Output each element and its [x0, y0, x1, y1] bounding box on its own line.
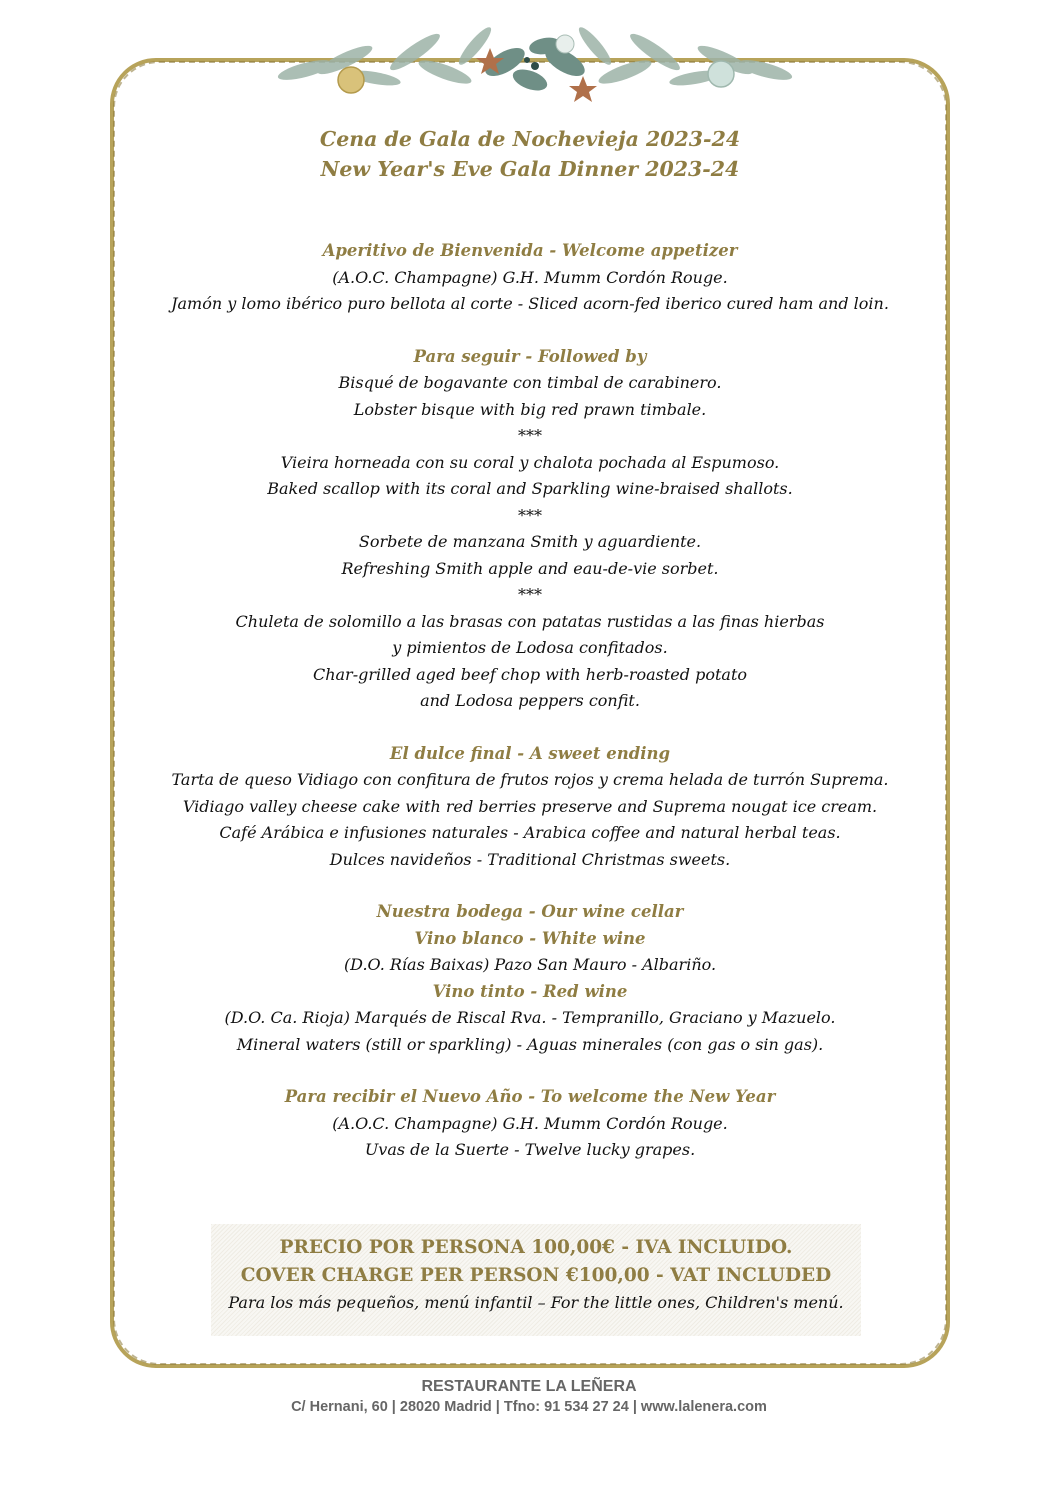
- menu-line: Vieira horneada con su coral y chalota pochada al Espumoso.: [280, 452, 780, 472]
- menu-line: Char-grilled aged beef chop with herb-roasted potato: [312, 664, 748, 684]
- christmas-garland-icon: [265, 22, 805, 108]
- section-heading: Aperitivo de Bienvenida - Welcome appetizer: [322, 241, 738, 260]
- separator: ***: [518, 585, 542, 604]
- menu-title-block: [120, 124, 940, 184]
- menu-line: Chuleta de solomillo a las brasas con patatas rustidas a las finas hierbas: [235, 611, 825, 631]
- menu-line: Lobster bisque with big red prawn timbale.: [353, 399, 707, 419]
- price-english: COVER CHARGE PER PERSON €100,00 - VAT INCLUDED: [240, 1265, 832, 1286]
- menu-content: [120, 124, 940, 1190]
- menu-line: and Lodosa peppers confit.: [420, 691, 640, 710]
- menu-line: Dulces navideños - Traditional Christmas sweets.: [329, 849, 731, 869]
- menu-line: Uvas de la Suerte - Twelve lucky grapes.: [364, 1140, 696, 1159]
- menu-line: Vidiago valley cheese cake with red berries preserve and Suprema nougat ice cream.: [182, 796, 878, 816]
- restaurant-address: C/ Hernani, 60 | 28020 Madrid | Tfno: 91 534 27 24 | www.lalenera.com: [291, 1399, 767, 1415]
- menu-line: y pimientos de Lodosa confitados.: [392, 638, 668, 657]
- menu-line: Mineral waters (still or sparkling) - Aguas minerales (con gas o sin gas).: [236, 1034, 824, 1054]
- price-box: [211, 1224, 861, 1336]
- menu-line: Refreshing Smith apple and eau-de-vie sorbet.: [341, 558, 719, 578]
- menu-line: Jamón y lomo ibérico puro bellota al corte - Sliced acorn-fed iberico cured ham and loin.: [171, 294, 889, 313]
- menu-line: Café Arábica e infusiones naturales - Arabica coffee and natural herbal teas.: [219, 823, 841, 842]
- section-wine-cellar: [120, 899, 940, 1058]
- section-heading: Para recibir el Nuevo Año - To welcome the New Year: [284, 1087, 776, 1106]
- section-new-year: [120, 1084, 940, 1164]
- menu-line: Bisqué de bogavante con timbal de carabinero.: [338, 373, 722, 392]
- title-spanish: Cena de Gala de Nochevieja 2023-24: [319, 127, 741, 151]
- restaurant-name: RESTAURANTE LA LEÑERA: [421, 1378, 637, 1395]
- section-heading: Nuestra bodega - Our wine cellar: [376, 902, 684, 921]
- price-spanish: PRECIO POR PERSONA 100,00€ - IVA INCLUIDO.: [279, 1237, 793, 1258]
- subheading-white-wine: Vino blanco - White wine: [414, 928, 646, 948]
- section-heading: El dulce final - A sweet ending: [389, 743, 671, 763]
- menu-line: Tarta de queso Vidiago con confitura de frutos rojos y crema helada de turrón Suprema.: [171, 770, 889, 789]
- section-sweet-ending: [120, 741, 940, 874]
- title-english: New Year's Eve Gala Dinner 2023-24: [320, 157, 740, 181]
- section-heading: Para seguir - Followed by: [413, 346, 647, 366]
- section-welcome: [120, 238, 940, 318]
- section-followed-by: [120, 344, 940, 715]
- subheading-red-wine: Vino tinto - Red wine: [432, 981, 628, 1001]
- menu-line: (D.O. Ca. Rioja) Marqués de Riscal Rva. - Tempranillo, Graciano y Mazuelo.: [224, 1008, 836, 1027]
- menu-line: (D.O. Rías Baixas) Pazo San Mauro - Albariño.: [343, 955, 717, 974]
- menu-line: (A.O.C. Champagne) G.H. Mumm Cordón Rouge.: [332, 1113, 728, 1133]
- menu-line: (A.O.C. Champagne) G.H. Mumm Cordón Rouge.: [332, 267, 728, 287]
- separator: ***: [518, 505, 542, 525]
- kids-menu-note: Para los más pequeños, menú infantil – For the little ones, Children's menú.: [228, 1293, 844, 1312]
- menu-line: Baked scallop with its coral and Sparkling wine-braised shallots.: [267, 479, 793, 498]
- separator: ***: [518, 426, 542, 445]
- menu-line: Sorbete de manzana Smith y aguardiente.: [358, 532, 702, 551]
- footer: [0, 1377, 1058, 1417]
